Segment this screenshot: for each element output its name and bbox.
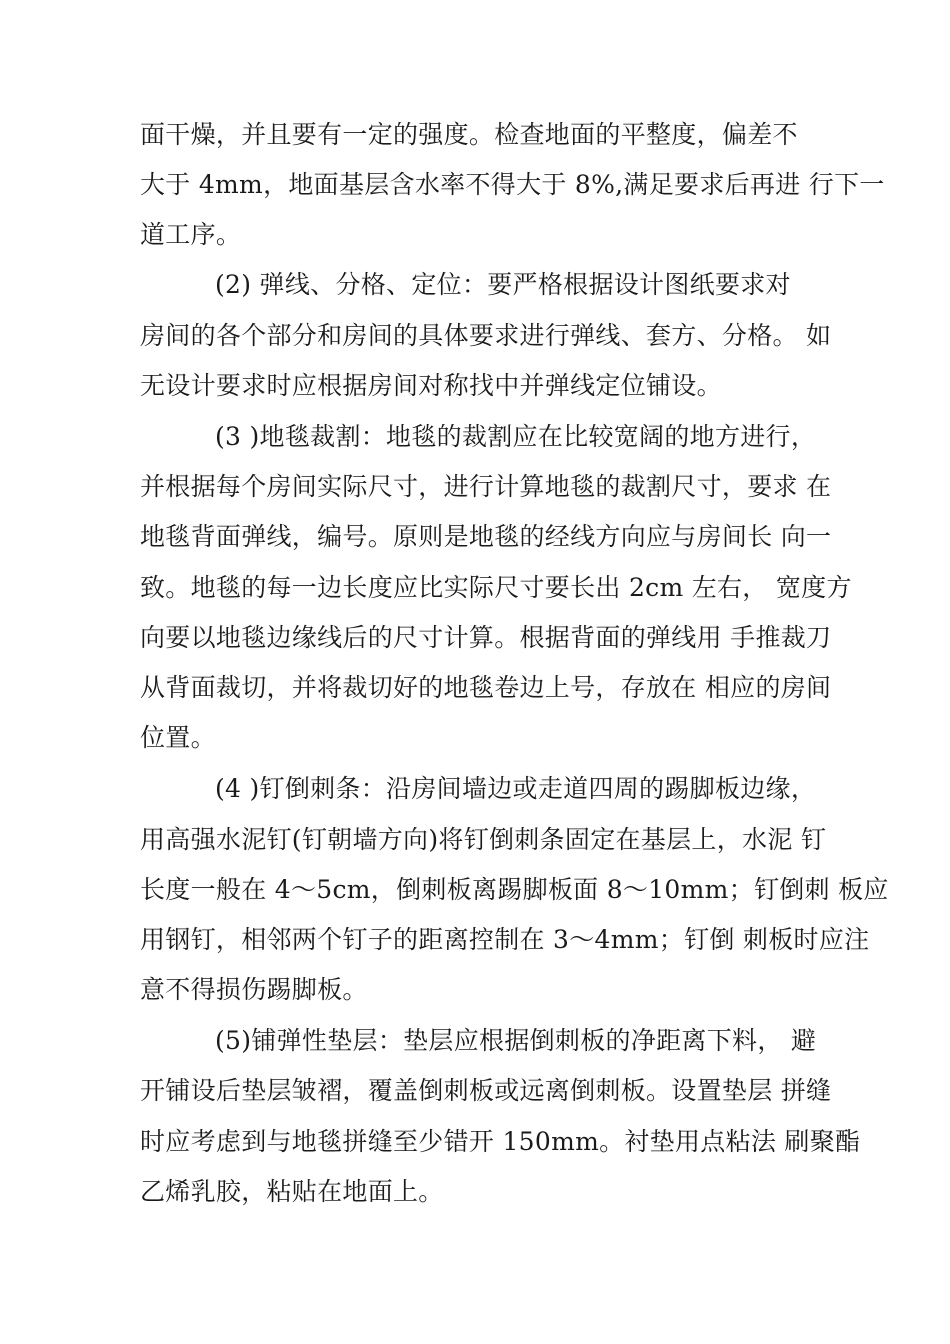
text-line: 无设计要求时应根据房间对称找中并弹线定位铺设。 (140, 371, 722, 400)
text-line: 用高强水泥钉(钉朝墙方向)将钉倒刺条固定在基层上，水泥 钉 (140, 825, 827, 854)
text-line: 位置。 (140, 723, 216, 752)
paragraph-start-line: (3 )地毯裁割：地毯的裁割应在比较宽阔的地方进行， (215, 422, 817, 451)
paragraph-start-line: (2) 弹线、分格、定位：要严格根据设计图纸要求对 (215, 270, 791, 299)
text-line: 向要以地毯边缘线后的尺寸计算。根据背面的弹线用 手推裁刀 (140, 623, 832, 652)
text-line: 面干燥，并且要有一定的强度。检查地面的平整度，偏差不 (140, 120, 798, 149)
text-line: 乙烯乳胶，粘贴在地面上。 (140, 1177, 444, 1206)
text-line: 开铺设后垫层皱褶，覆盖倒刺板或远离倒刺板。设置垫层 拼缝 (140, 1076, 832, 1105)
text-line: 并根据每个房间实际尺寸，进行计算地毯的裁割尺寸，要求 在 (140, 472, 832, 501)
text-line: 房间的各个部分和房间的具体要求进行弹线、套方、分格。 如 (140, 321, 832, 350)
text-line: 长度一般在 4〜5cm，倒刺板离踢脚板面 8〜10mm；钉倒刺 板应 (140, 875, 889, 904)
text-line: 地毯背面弹线，编号。原则是地毯的经线方向应与房间长 向一 (140, 522, 832, 551)
text-line: 大于 4mm，地面基层含水率不得大于 8%,满足要求后再进 行下一 (140, 170, 885, 199)
text-line: 致。地毯的每一边长度应比实际尺寸要长出 2cm 左右， 宽度方 (140, 573, 852, 602)
paragraph-start-line: (4 )钉倒刺条：沿房间墙边或走道四周的踢脚板边缘， (215, 774, 817, 803)
text-line: 道工序。 (140, 220, 242, 249)
text-line: 时应考虑到与地毯拼缝至少错开 150mm。衬垫用点粘法 刷聚酯 (140, 1127, 861, 1156)
text-line: 意不得损伤踢脚板。 (140, 975, 368, 1004)
text-line: 从背面裁切，并将裁切好的地毯卷边上号，存放在 相应的房间 (140, 673, 832, 702)
text-line: 用钢钉，相邻两个钉子的距离控制在 3〜4mm；钉倒 刺板时应注 (140, 925, 870, 954)
paragraph-start-line: (5)铺弹性垫层：垫层应根据倒刺板的净距离下料， 避 (215, 1026, 817, 1055)
